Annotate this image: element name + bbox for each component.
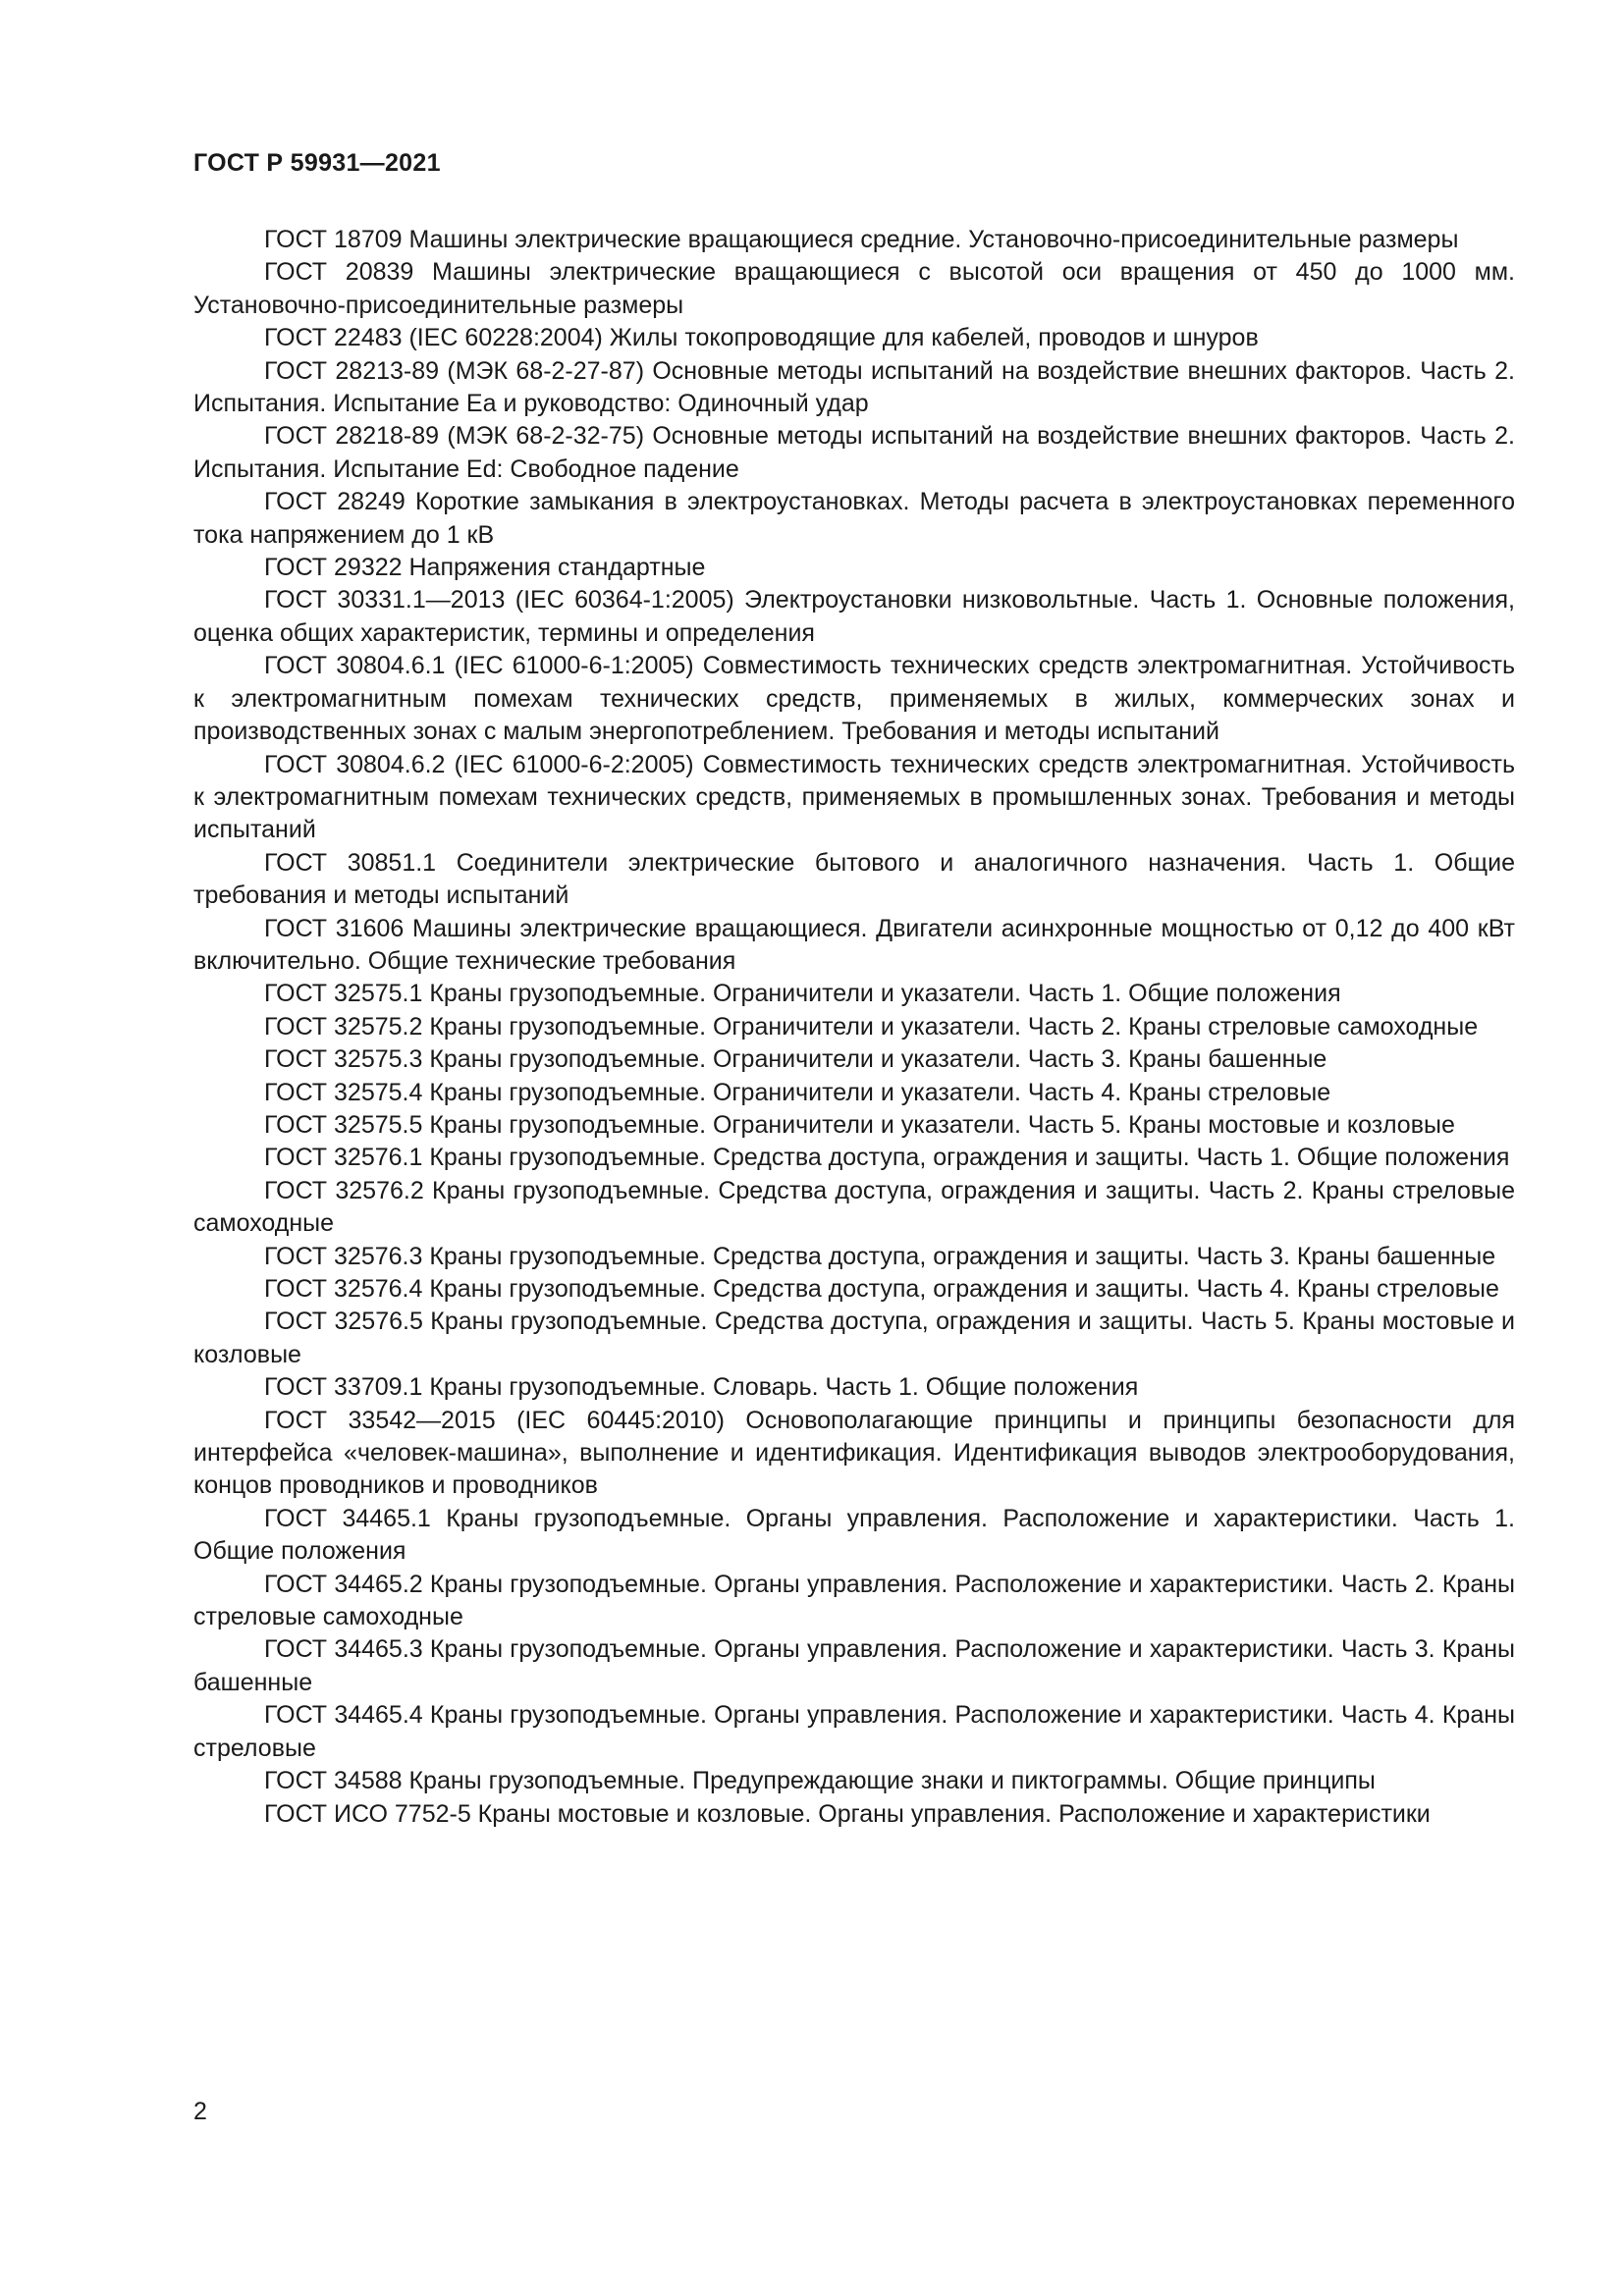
reference-item: ГОСТ 32575.4 Краны грузоподъемные. Ограничители и указатели. Часть 4. Краны стреловые [264,1078,1331,1106]
reference-item: ГОСТ 34465.2 Краны грузоподъемные. Органы управления. Расположение и характеристики. Часть 2. Краны стреловые самоходные [193,1570,1515,1631]
reference-item: ГОСТ 31606 Машины электрические вращающиеся. Двигатели асинхронные мощностью от 0,12 до 400 кВт включительно. Общие технические требования [193,914,1515,975]
reference-item: ГОСТ 20839 Машины электрические вращающиеся с высотой оси вращения от 450 до 1000 мм. Установочно-присоединительные размеры [193,258,1515,319]
reference-item: ГОСТ 34588 Краны грузоподъемные. Предупреждающие знаки и пиктограммы. Общие принципы [264,1767,1376,1795]
references-list [193,224,1515,1831]
reference-item: ГОСТ 32576.4 Краны грузоподъемные. Средства доступа, ограждения и защиты. Часть 4. Краны стреловые [264,1275,1499,1303]
reference-item: ГОСТ 34465.1 Краны грузоподъемные. Органы управления. Расположение и характеристики. Часть 1. Общие положения [193,1504,1515,1566]
reference-item: ГОСТ 32576.2 Краны грузоподъемные. Средства доступа, ограждения и защиты. Часть 2. Краны стреловые самоходные [193,1176,1515,1238]
reference-item: ГОСТ 33709.1 Краны грузоподъемные. Словарь. Часть 1. Общие положения [264,1373,1139,1402]
reference-item: ГОСТ 32576.1 Краны грузоподъемные. Средства доступа, ограждения и защиты. Часть 1. Общие положения [264,1144,1510,1172]
reference-item: ГОСТ 34465.4 Краны грузоподъемные. Органы управления. Расположение и характеристики. Часть 4. Краны стреловые [193,1701,1515,1762]
reference-item: ГОСТ 34465.3 Краны грузоподъемные. Органы управления. Расположение и характеристики. Часть 3. Краны башенные [193,1635,1515,1696]
reference-item: ГОСТ 22483 (IEC 60228:2004) Жилы токопроводящие для кабелей, проводов и шнуров [264,324,1259,352]
reference-item: ГОСТ 28213-89 (МЭК 68-2-27-87) Основные методы испытаний на воздействие внешних факторов. Часть 2. Испытания. Испытание Еа и руководство: Одиночный удар [193,356,1515,418]
reference-item: ГОСТ 30851.1 Соединители электрические бытового и аналогичного назначения. Часть 1. Общие требования и методы испытаний [193,848,1515,910]
reference-item: ГОСТ ИСО 7752-5 Краны мостовые и козловые. Органы управления. Расположение и характеристики [264,1799,1431,1828]
reference-item: ГОСТ 28249 Короткие замыкания в электроустановках. Методы расчета в электроустановках переменного тока напряжением до 1 кВ [193,488,1515,549]
reference-item: ГОСТ 28218-89 (МЭК 68-2-32-75) Основные методы испытаний на воздействие внешних факторов. Часть 2. Испытания. Испытание Ed: Свободное падение [193,422,1515,483]
reference-item: ГОСТ 32575.1 Краны грузоподъемные. Ограничители и указатели. Часть 1. Общие положения [264,980,1341,1008]
reference-item: ГОСТ 33542—2015 (IEC 60445:2010) Основополагающие принципы и принципы безопасности для интерфейса «человек-машина», выполнение и идентификация. Идентификация выводов электрооборудования, концов проводников и проводников [193,1406,1515,1500]
reference-item: ГОСТ 32576.5 Краны грузоподъемные. Средства доступа, ограждения и защиты. Часть 5. Краны мостовые и козловые [193,1308,1515,1368]
reference-item: ГОСТ 30331.1—2013 (IEC 60364-1:2005) Электроустановки низковольтные. Часть 1. Основные положения, оценка общих характеристик, термины и определения [193,586,1515,647]
reference-item: ГОСТ 32576.3 Краны грузоподъемные. Средства доступа, ограждения и защиты. Часть 3. Краны башенные [264,1242,1496,1270]
reference-item: ГОСТ 32575.2 Краны грузоподъемные. Ограничители и указатели. Часть 2. Краны стреловые самоходные [264,1012,1479,1041]
reference-item: ГОСТ 32575.5 Краны грузоподъемные. Ограничители и указатели. Часть 5. Краны мостовые и козловые [264,1110,1455,1139]
reference-item: ГОСТ 30804.6.2 (IEC 61000-6-2:2005) Совместимость технических средств электромагнитная. Устойчивость к электромагнитным помехам технических средств, применяемых в промышленных зонах. Требования и методы испытаний [193,750,1515,844]
reference-item: ГОСТ 32575.3 Краны грузоподъемные. Ограничители и указатели. Часть 3. Краны башенные [264,1045,1327,1074]
reference-item: ГОСТ 30804.6.1 (IEC 61000-6-1:2005) Совместимость технических средств электромагнитная. Устойчивость к электромагнитным помехам технических средств, применяемых в жилых, коммерческих зонах и производственных зонах с малым энергопотреблением. Требования и методы испытаний [193,652,1515,746]
reference-item: ГОСТ 29322 Напряжения стандартные [264,554,706,582]
document-header: ГОСТ Р 59931—2021 [193,149,441,177]
page-number: 2 [193,2098,207,2125]
reference-item: ГОСТ 18709 Машины электрические вращающиеся средние. Установочно-присоединительные размеры [264,226,1459,253]
